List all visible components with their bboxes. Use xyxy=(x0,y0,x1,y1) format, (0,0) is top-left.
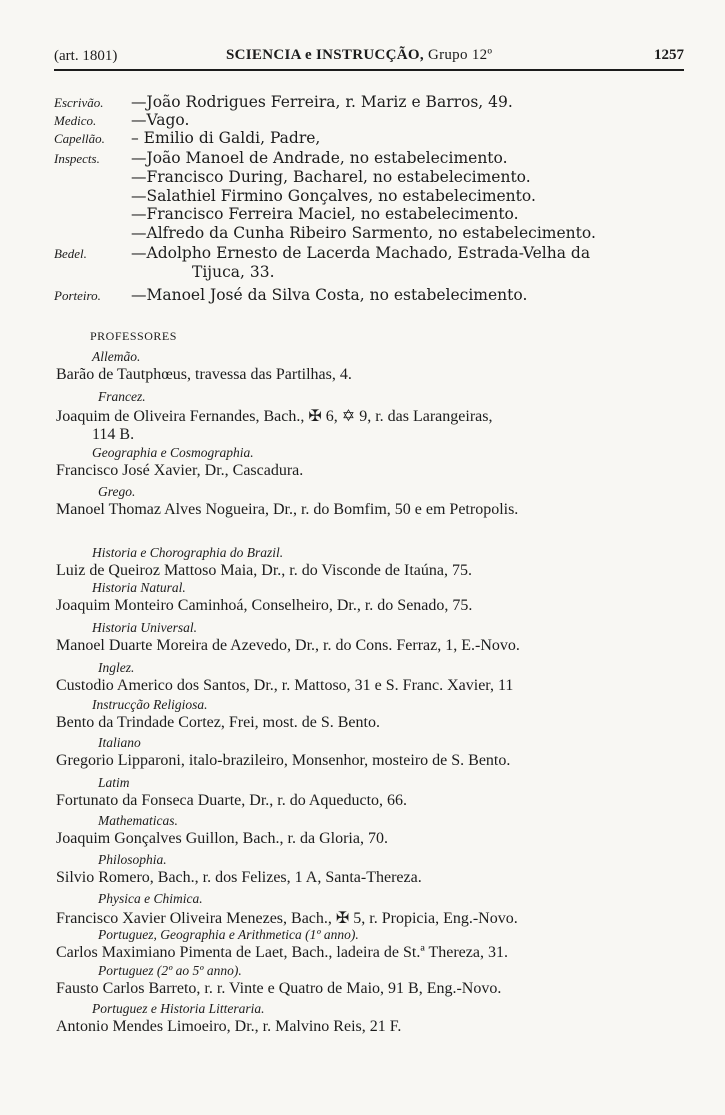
subject-heading: Physica e Chimica. xyxy=(98,891,203,906)
staff-entry xyxy=(54,286,694,306)
staff-text: —Francisco During, Bacharel, no estabelecimento. xyxy=(131,168,531,186)
staff-entry xyxy=(54,244,694,264)
page-number: 1257 xyxy=(654,47,684,63)
staff-role: Capellão. xyxy=(54,131,105,146)
staff-text: —Salathiel Firmino Gonçalves, no estabelecimento. xyxy=(131,187,536,205)
staff-text: —João Rodrigues Ferreira, r. Mariz e Barros, 49. xyxy=(131,93,513,111)
professor-entry: Francisco Xavier Oliveira Menezes, Bach., ✠ 5, r. Propicia, Eng.-Novo. xyxy=(56,910,518,927)
staff-text: —Alfredo da Cunha Ribeiro Sarmento, no estabelecimento. xyxy=(131,224,596,242)
article-reference: (art. 1801) xyxy=(54,48,118,64)
staff-role: Medico. xyxy=(54,113,97,128)
staff-role: Inspects. xyxy=(54,151,100,166)
staff-role: Porteiro. xyxy=(54,288,101,303)
staff-role: Bedel. xyxy=(54,246,87,261)
professor-entry: Joaquim Gonçalves Guillon, Bach., r. da Gloria, 70. xyxy=(56,830,388,847)
staff-text: Tijuca, 33. xyxy=(192,263,275,281)
subject-heading: Mathematicas. xyxy=(98,813,178,828)
header-section: SCIENCIA e INSTRUCÇÃO, xyxy=(226,47,424,63)
professor-entry: Antonio Mendes Limoeiro, Dr., r. Malvino Reis, 21 F. xyxy=(56,1018,402,1035)
professores-title: PROFESSORES xyxy=(90,329,177,343)
professor-entry: Joaquim Monteiro Caminhoá, Conselheiro, Dr., r. do Senado, 75. xyxy=(56,597,473,614)
staff-entry xyxy=(54,224,694,244)
subject-heading: Historia Natural. xyxy=(92,580,186,595)
staff-entry xyxy=(54,149,694,169)
professor-entry: Carlos Maximiano Pimenta de Laet, Bach., ladeira de St.ª Thereza, 31. xyxy=(56,944,508,961)
staff-text: —Francisco Ferreira Maciel, no estabelecimento. xyxy=(131,205,519,223)
professor-entry: Silvio Romero, Bach., r. dos Felizes, 1 A, Santa-Thereza. xyxy=(56,869,422,886)
subject-heading: Allemão. xyxy=(92,349,141,364)
professor-entry: Custodio Americo dos Santos, Dr., r. Mattoso, 31 e S. Franc. Xavier, 11 xyxy=(56,677,514,694)
header-title xyxy=(226,47,492,64)
professor-entry: Manoel Duarte Moreira de Azevedo, Dr., r. do Cons. Ferraz, 1, E.-Novo. xyxy=(56,637,520,654)
page-header xyxy=(54,46,684,68)
staff-text: – Emilio di Galdi, Padre, xyxy=(131,129,321,147)
staff-text: —Adolpho Ernesto de Lacerda Machado, Estrada-Velha da xyxy=(131,244,591,262)
subject-heading: Latim xyxy=(98,775,130,790)
subject-heading: Italiano xyxy=(98,735,141,750)
professor-entry: Francisco José Xavier, Dr., Cascadura. xyxy=(56,462,304,479)
professor-entry: Barão de Tautphœus, travessa das Partilhas, 4. xyxy=(56,366,352,383)
staff-text: —João Manoel de Andrade, no estabelecimento. xyxy=(131,149,508,167)
staff-entry xyxy=(54,129,694,149)
header-group: Grupo 12º xyxy=(427,47,493,63)
subject-heading: Geographia e Cosmographia. xyxy=(92,445,254,460)
professor-entry: Bento da Trindade Cortez, Frei, most. de S. Bento. xyxy=(56,714,380,731)
staff-role: Escrivão. xyxy=(54,95,104,110)
professor-entry-continuation: 114 B. xyxy=(92,426,135,443)
staff-text: —Vago. xyxy=(131,111,190,129)
subject-heading: Grego. xyxy=(98,484,136,499)
header-rule xyxy=(54,69,684,71)
professor-entry: Fausto Carlos Barreto, r. r. Vinte e Quatro de Maio, 91 B, Eng.-Novo. xyxy=(56,980,502,997)
subject-heading: Portuguez e Historia Litteraria. xyxy=(92,1001,265,1016)
professor-entry: Fortunato da Fonseca Duarte, Dr., r. do Aqueducto, 66. xyxy=(56,792,408,809)
subject-heading: Inglez. xyxy=(98,660,135,675)
staff-entry xyxy=(54,187,694,207)
staff-entry xyxy=(54,111,694,131)
subject-heading: Philosophia. xyxy=(98,852,167,867)
subject-heading: Historia e Chorographia do Brazil. xyxy=(92,545,284,560)
staff-entry xyxy=(54,263,694,283)
subject-heading: Francez. xyxy=(98,389,146,404)
subject-heading: Portuguez (2º ao 5º anno). xyxy=(98,963,242,978)
staff-text: —Manoel José da Silva Costa, no estabelecimento. xyxy=(131,286,528,304)
subject-heading: Portuguez, Geographia e Arithmetica (1º anno). xyxy=(98,927,359,942)
professor-entry: Gregorio Lipparoni, italo-brazileiro, Monsenhor, mosteiro de S. Bento. xyxy=(56,752,511,769)
staff-entry xyxy=(54,168,694,188)
professor-entry: Joaquim de Oliveira Fernandes, Bach., ✠ 6, ✡ 9, r. das Larangeiras, xyxy=(56,408,493,425)
subject-heading: Instrucção Religiosa. xyxy=(92,697,208,712)
subject-heading: Historia Universal. xyxy=(92,620,198,635)
staff-entry xyxy=(54,93,694,113)
staff-entry xyxy=(54,205,694,225)
professor-entry: Manoel Thomaz Alves Nogueira, Dr., r. do Bomfim, 50 e em Petropolis. xyxy=(56,501,519,518)
professor-entry: Luiz de Queiroz Mattoso Maia, Dr., r. do Visconde de Itaúna, 75. xyxy=(56,562,472,579)
